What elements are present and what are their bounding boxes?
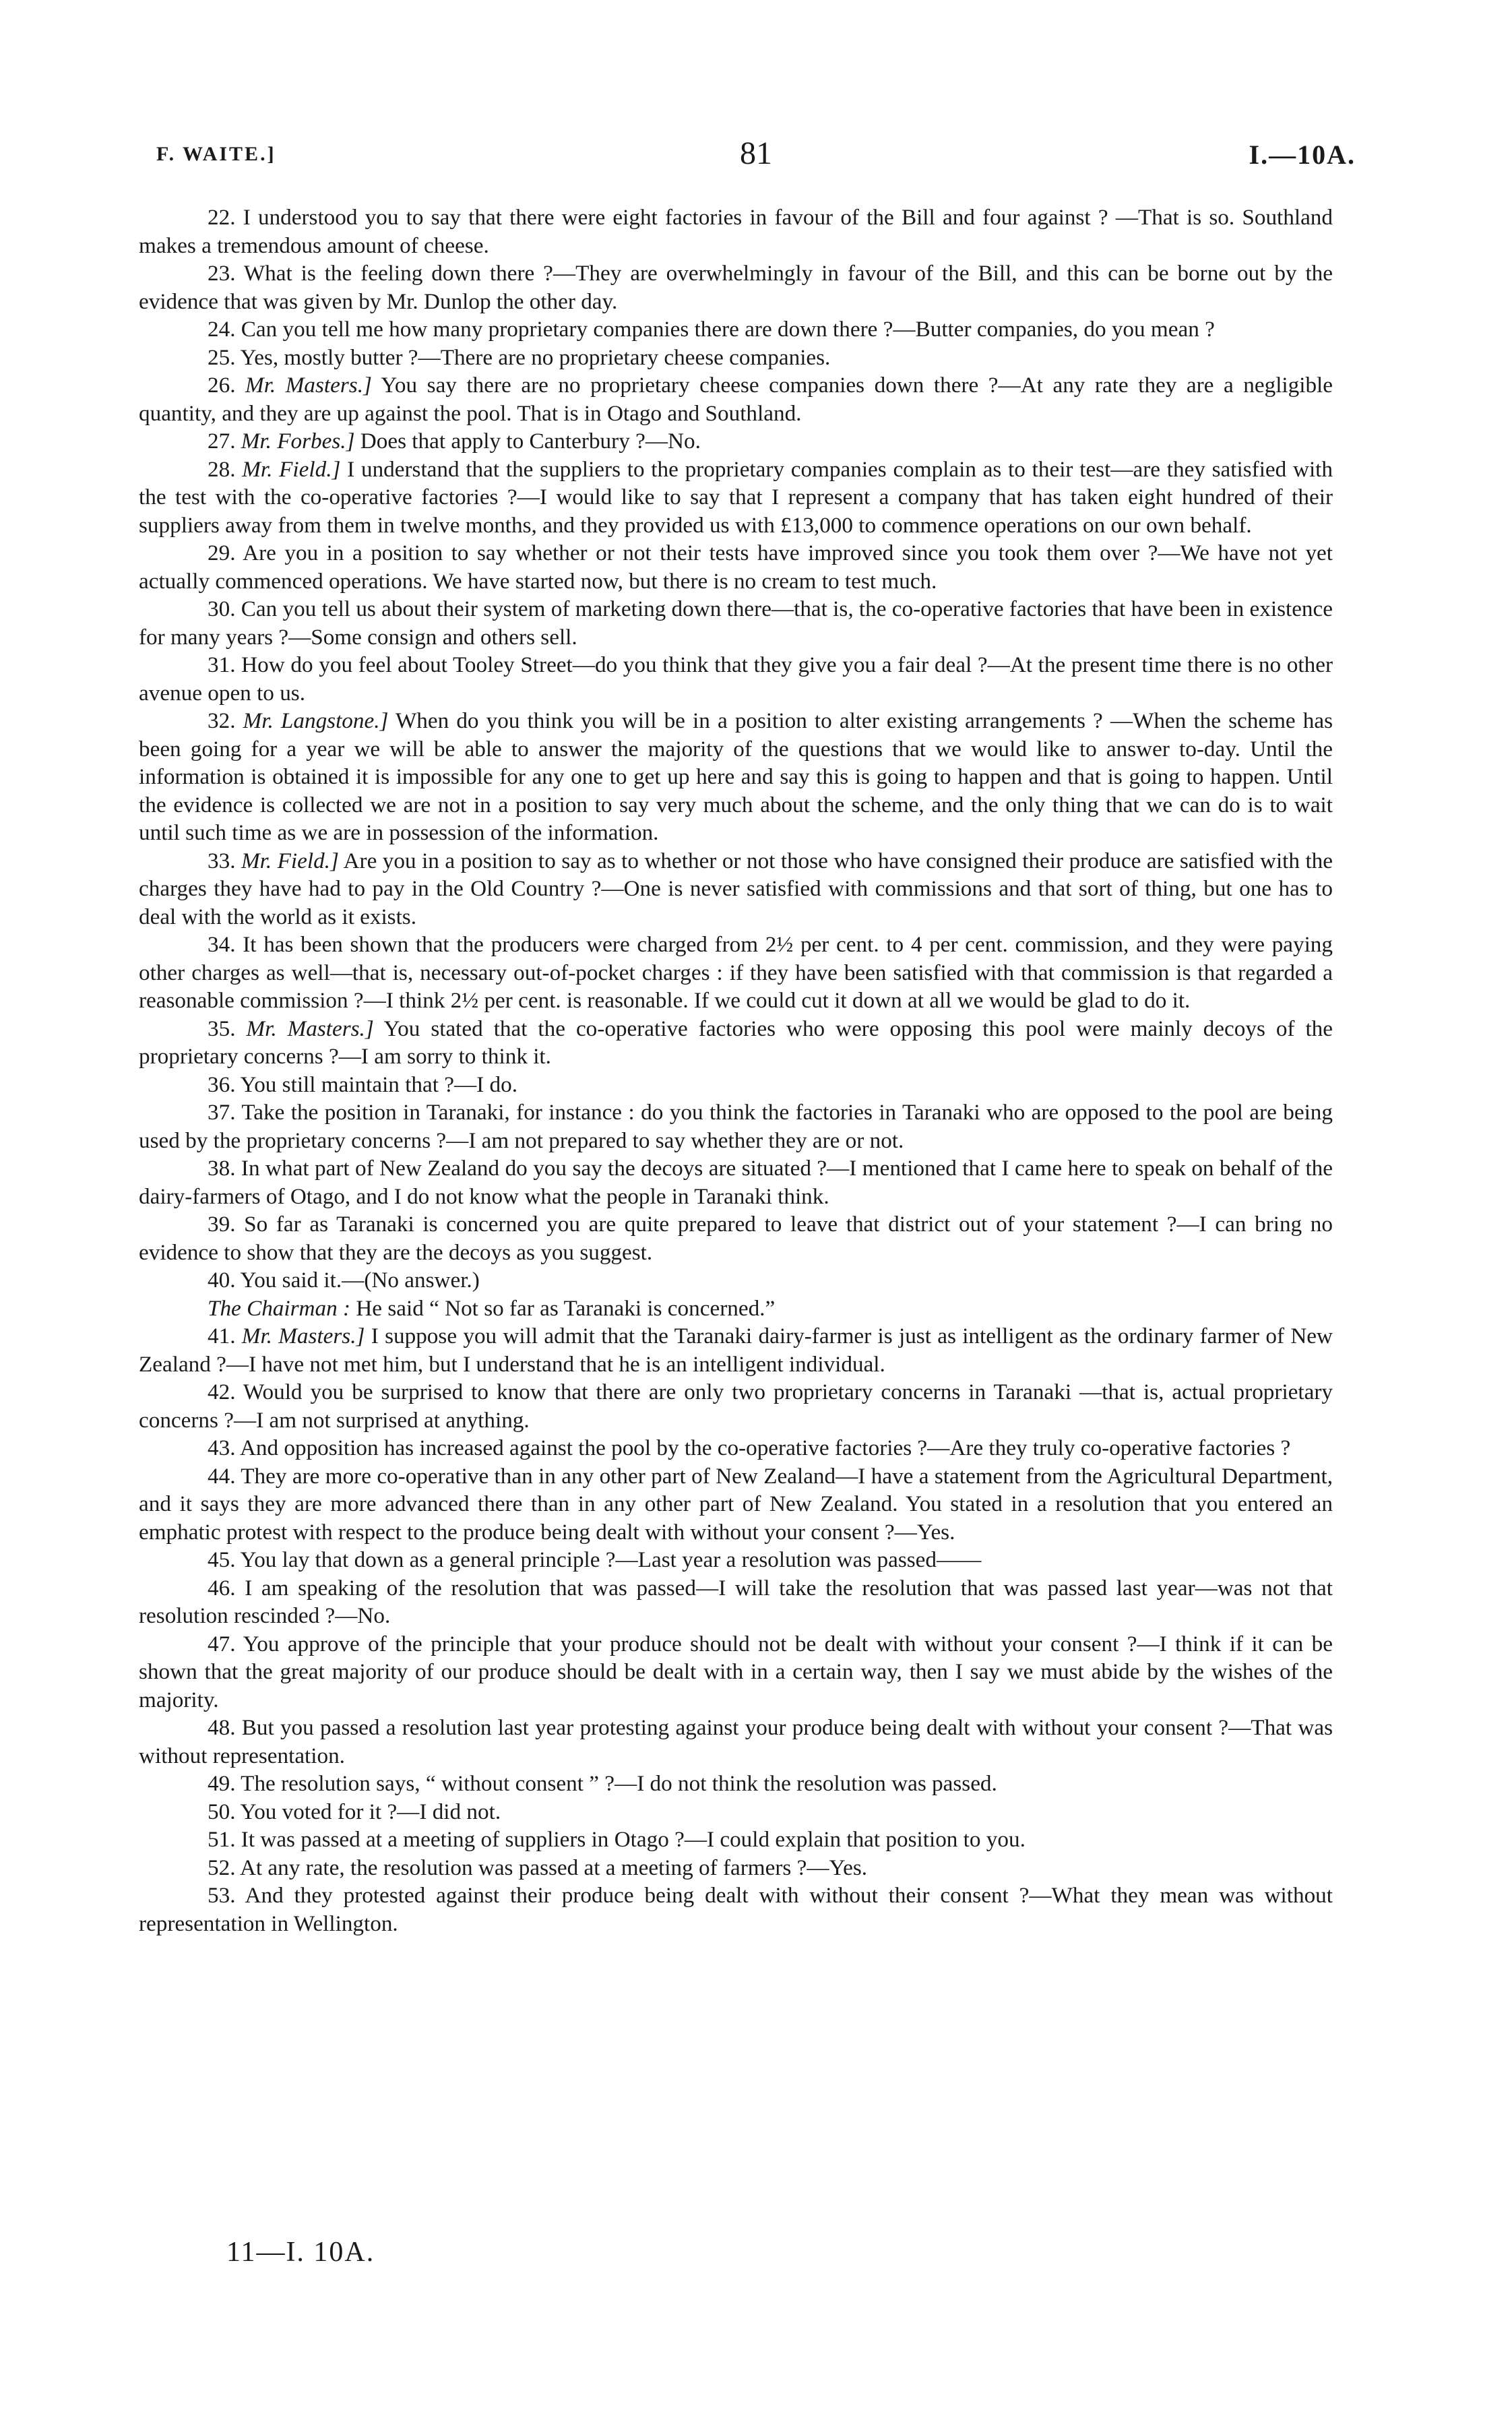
question-paragraph: [139, 1266, 1333, 1295]
paragraph-text: You say there are no proprietary cheese companies down there ?—At any rate they are a negligible quantity, and they are up against the pool. That is in Otago and Southland.: [139, 373, 1333, 426]
speaker-name: Mr. Field.]: [241, 848, 339, 873]
question-paragraph: [139, 1154, 1333, 1210]
question-paragraph: [139, 595, 1333, 651]
question-paragraph: [139, 1574, 1333, 1630]
question-paragraph: [139, 847, 1333, 931]
speaker-name: The Chairman :: [208, 1295, 351, 1321]
question-paragraph: [139, 1015, 1333, 1071]
question-paragraph: [139, 1071, 1333, 1099]
paragraph-text: 39. So far as Taranaki is concerned you are quite prepared to leave that district out of your statement ?—I can bring no evidence to show that they are the decoys as you suggest.: [139, 1212, 1333, 1265]
speaker-name: Mr. Masters.]: [245, 373, 372, 398]
header-paper-reference: I.—10A.: [1249, 139, 1356, 170]
paragraph-text: 50. You voted for it ?—I did not.: [208, 1799, 501, 1824]
question-paragraph: [139, 1098, 1333, 1154]
paragraph-text: He said “ Not so far as Taranaki is concerned.”: [356, 1295, 776, 1321]
evidence-transcript: [139, 204, 1333, 1937]
paragraph-text: 53. And they protested against their produce being dealt with without their consent ?—What they mean was without representation in Wellington.: [139, 1883, 1333, 1936]
paragraph-text: 46. I am speaking of the resolution that was passed—I will take the resolution that was passed last year—was not that resolution rescinded ?—No.: [139, 1575, 1333, 1628]
paragraph-text: 22. I understood you to say that there were eight factories in favour of the Bill and four against ? —That is so. Southland makes a tremendous amount of cheese.: [139, 205, 1333, 258]
question-paragraph: [139, 651, 1333, 707]
question-paragraph: [139, 1462, 1333, 1547]
question-paragraph: [139, 931, 1333, 1015]
question-number: 28.: [208, 456, 236, 482]
question-number: 32.: [208, 708, 236, 733]
speaker-name: Mr. Field.]: [242, 456, 341, 482]
paragraph-text: 34. It has been shown that the producers were charged from 2½ per cent. to 4 per cent. commission, and they were paying other charges as well—that is, necessary out-of-pocket charges : if they have been satisfied with that commission is that regarded a reasonable commission ?—I think 2½ per cent. is reasonable. If we could cut it down at all we would be glad to do it.: [139, 932, 1333, 1013]
speaker-name: Mr. Masters.]: [246, 1016, 374, 1041]
question-paragraph: [139, 456, 1333, 540]
question-number: 27.: [208, 429, 236, 454]
paragraph-text: 47. You approve of the principle that your produce should not be dealt with without your consent ?—I think if it can be shown that the great majority of our produce should be dealt with in a certain way, then I say we must abide by the wishes of the majority.: [139, 1631, 1333, 1712]
question-paragraph: [139, 1770, 1333, 1798]
paragraph-text: 24. Can you tell me how many proprietary companies there are down there ?—Butter companies, do you mean ?: [208, 317, 1215, 342]
question-paragraph: [139, 539, 1333, 595]
paragraph-text: 29. Are you in a position to say whether or not their tests have improved since you took them over ?—We have not yet actually commenced operations. We have started now, but there is no cream to test much.: [139, 540, 1333, 594]
paragraph-text: 40. You said it.—(No answer.): [208, 1268, 480, 1293]
header-witness-name: F. WAITE.]: [156, 143, 276, 165]
speaker-name: Mr. Forbes.]: [241, 429, 355, 454]
paragraph-text: You stated that the co-operative factories who were opposing this pool were mainly decoys of the proprietary concerns ?—I am sorry to think it.: [139, 1016, 1333, 1069]
paragraph-text: 23. What is the feeling down there ?—They are overwhelmingly in favour of the Bill, and this can be borne out by the evidence that was given by Mr. Dunlop the other day.: [139, 261, 1333, 314]
speaker-name: Mr. Masters.]: [241, 1324, 365, 1348]
question-paragraph: [139, 1434, 1333, 1462]
paragraph-text: When do you think you will be in a position to alter existing arrangements ? —When the scheme has been going for a year we will be able to answer the majority of the questions that we would like to answer to-day. Until the information is obtained it is impossible for any one to get up here and say this is going to happen and that is going to happen. Until the evidence is collected we are not in a position to say very much about the scheme, and the only thing that we can do is to wait until such time as we are in possession of the information.: [139, 708, 1333, 845]
paragraph-text: 48. But you passed a resolution last year protesting against your produce being dealt with without your consent ?—That was without representation.: [139, 1715, 1333, 1768]
paragraph-text: 49. The resolution says, “ without consent ” ?—I do not think the resolution was passed.: [208, 1771, 997, 1796]
question-number: 35.: [208, 1016, 236, 1041]
question-number: 26.: [208, 373, 236, 398]
paragraph-text: 52. At any rate, the resolution was passed at a meeting of farmers ?—Yes.: [208, 1855, 868, 1880]
question-paragraph: [139, 427, 1333, 456]
question-number: 41.: [208, 1324, 236, 1348]
paragraph-text: 42. Would you be surprised to know that there are only two proprietary concerns in Taranaki —that is, actual proprietary concerns ?—I am not surprised at anything.: [139, 1379, 1333, 1433]
paragraph-text: 45. You lay that down as a general principle ?—Last year a resolution was passed——: [208, 1547, 982, 1572]
paragraph-text: 37. Take the position in Taranaki, for instance : do you think the factories in Taranaki who are opposed to the pool are being used by the proprietary concerns ?—I am not prepared to say whether they are or not.: [139, 1100, 1333, 1153]
paragraph-text: 38. In what part of New Zealand do you say the decoys are situated ?—I mentioned that I came here to speak on behalf of the dairy-farmers of Otago, and I do not know what the people in Taranaki think.: [139, 1156, 1333, 1209]
paragraph-text: Are you in a position to say as to whether or not those who have consigned their produce are satisfied with the charges they have had to pay in the Old Country ?—One is never satisfied with commissions and that sort of thing, but one has to deal with the world as it exists.: [139, 848, 1333, 929]
page-header: [156, 135, 1356, 175]
question-paragraph: [139, 1322, 1333, 1378]
paragraph-text: 36. You still maintain that ?—I do.: [208, 1072, 518, 1097]
question-paragraph: [139, 1826, 1333, 1854]
question-number: 33.: [208, 848, 236, 873]
paragraph-text: 51. It was passed at a meeting of suppliers in Otago ?—I could explain that position to you.: [208, 1827, 1026, 1852]
speaker-name: Mr. Langstone.]: [243, 708, 389, 733]
paragraph-text: Does that apply to Canterbury ?—No.: [360, 429, 701, 454]
question-paragraph: [139, 1630, 1333, 1714]
paragraph-text: I understand that the suppliers to the proprietary companies complain as to their test—are they satisfied with the test with the co-operative factories ?—I would like to say that I represent a company that has taken eight hundred of their suppliers away from them in twelve months, and they provided us with £13,000 to commence operations on our own behalf.: [139, 456, 1333, 538]
question-paragraph: [139, 1882, 1333, 1937]
question-paragraph: [139, 1378, 1333, 1434]
question-paragraph: [139, 1798, 1333, 1826]
question-paragraph: [139, 344, 1333, 372]
question-paragraph: [139, 315, 1333, 344]
paragraph-text: 30. Can you tell us about their system of marketing down there—that is, the co-operative factories that have been in existence for many years ?—Some consign and others sell.: [139, 596, 1333, 650]
question-paragraph: [139, 1714, 1333, 1770]
question-paragraph: [139, 707, 1333, 847]
question-paragraph: [139, 1210, 1333, 1266]
question-paragraph: [139, 1295, 1333, 1323]
question-paragraph: [139, 371, 1333, 427]
paragraph-text: 25. Yes, mostly butter ?—There are no proprietary cheese companies.: [208, 344, 831, 370]
paragraph-text: 43. And opposition has increased against the pool by the co-operative factories ?—Are they truly co-operative factories ?: [208, 1435, 1291, 1460]
paragraph-text: I suppose you will admit that the Taranaki dairy-farmer is just as intelligent as the ordinary farmer of New Zealand ?—I have not met him, but I understand that he is an intelligent individual.: [139, 1324, 1333, 1377]
paragraph-text: 44. They are more co-operative than in any other part of New Zealand—I have a statement from the Agricultural Department, and it says they are more advanced there than in any other part of New Zealand. You stated in a resolution that you entered an emphatic protest with respect to the produce being dealt with without your consent ?—Yes.: [139, 1463, 1333, 1545]
printer-signature: 11—I. 10A.: [226, 2237, 375, 2268]
question-paragraph: [139, 1854, 1333, 1882]
question-paragraph: [139, 204, 1333, 259]
paragraph-text: 31. How do you feel about Tooley Street—do you think that they give you a fair deal ?—At the present time there is no other avenue open to us.: [139, 652, 1333, 706]
question-paragraph: [139, 1546, 1333, 1574]
question-paragraph: [139, 259, 1333, 315]
page-number: 81: [740, 135, 772, 171]
